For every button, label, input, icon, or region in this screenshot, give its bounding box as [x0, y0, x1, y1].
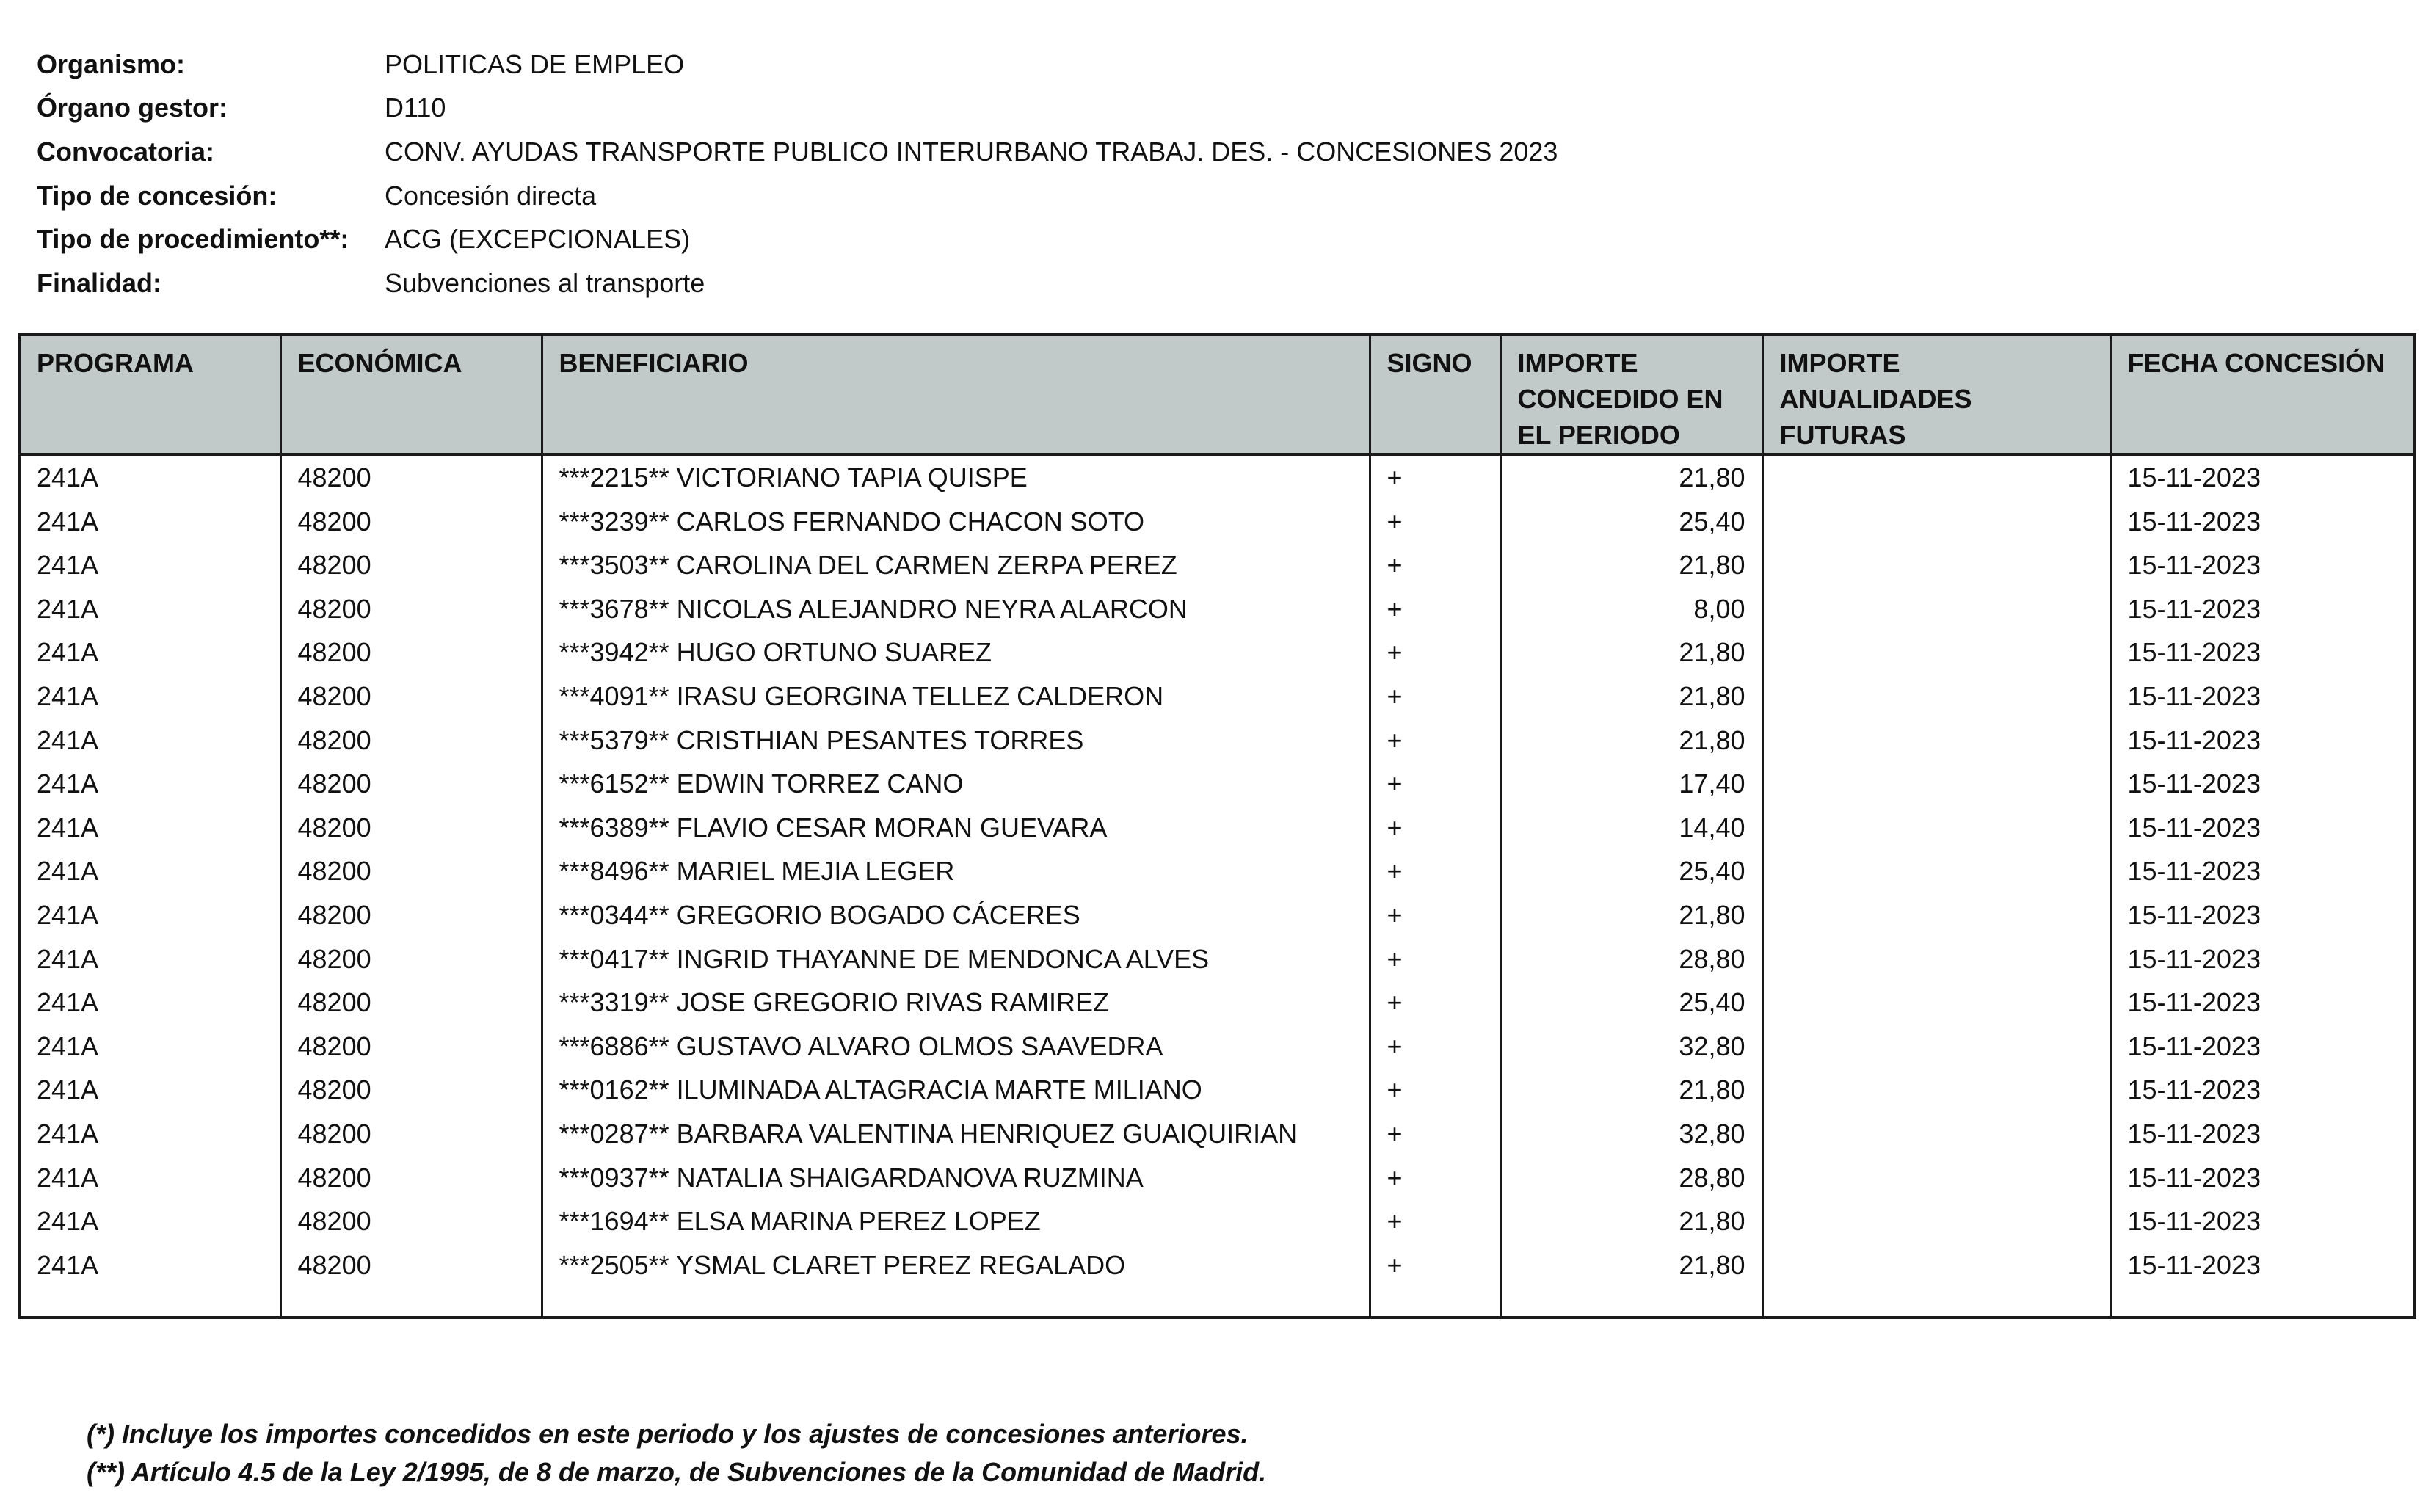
cell-economica: 48200	[280, 762, 542, 806]
cell-signo: +	[1370, 454, 1500, 500]
cell-beneficiario: ***3239** CARLOS FERNANDO CHACON SOTO	[542, 500, 1370, 544]
header-value: CONV. AYUDAS TRANSPORTE PUBLICO INTERURBANO TRABAJ. DES. - CONCESIONES 2023	[385, 136, 1558, 167]
table-row	[19, 937, 2415, 981]
cell-economica: 48200	[280, 893, 542, 937]
table-row	[19, 500, 2415, 544]
cell-fecha: 15-11-2023	[2110, 1243, 2415, 1287]
cell-economica: 48200	[280, 500, 542, 544]
cell-programa: 241A	[19, 587, 280, 631]
cell-programa: 241A	[19, 762, 280, 806]
cell-economica: 48200	[280, 719, 542, 763]
cell-fecha: 15-11-2023	[2110, 1112, 2415, 1156]
cell-fecha: 15-11-2023	[2110, 675, 2415, 719]
cell-importe: 21,80	[1500, 1243, 1762, 1287]
cell-signo: +	[1370, 981, 1500, 1025]
cell-economica: 48200	[280, 1243, 542, 1287]
header-value: POLITICAS DE EMPLEO	[385, 48, 685, 79]
header-row-tipo-concesion	[37, 174, 1798, 218]
table-row	[19, 675, 2415, 719]
cell-signo: +	[1370, 937, 1500, 981]
cell-anualidades-futuras	[1762, 1156, 2110, 1200]
cell-anualidades-futuras	[1762, 1199, 2110, 1243]
cell-fecha: 15-11-2023	[2110, 1199, 2415, 1243]
cell-signo: +	[1370, 500, 1500, 544]
cell-importe: 21,80	[1500, 543, 1762, 587]
cell-anualidades-futuras	[1762, 719, 2110, 763]
table-row	[19, 1199, 2415, 1243]
cell-fecha: 15-11-2023	[2110, 849, 2415, 893]
cell-programa: 241A	[19, 1112, 280, 1156]
table-row	[19, 1156, 2415, 1200]
cell-anualidades-futuras	[1762, 454, 2110, 500]
header-label: Tipo de concesión:	[37, 180, 277, 211]
cell-economica: 48200	[280, 1025, 542, 1069]
cell-signo: +	[1370, 630, 1500, 675]
empty-cell	[1762, 1287, 2110, 1317]
cell-economica: 48200	[280, 1068, 542, 1112]
header-label: Órgano gestor:	[37, 92, 228, 123]
table-row	[19, 1068, 2415, 1112]
cell-anualidades-futuras	[1762, 543, 2110, 587]
table-row	[19, 630, 2415, 675]
cell-economica: 48200	[280, 806, 542, 850]
cell-importe: 25,40	[1500, 849, 1762, 893]
table-row	[19, 1243, 2415, 1287]
column-header-anualidades-futuras: IMPORTE ANUALIDADES FUTURAS	[1762, 335, 2110, 454]
cell-fecha: 15-11-2023	[2110, 1156, 2415, 1200]
cell-fecha: 15-11-2023	[2110, 937, 2415, 981]
cell-signo: +	[1370, 849, 1500, 893]
cell-fecha: 15-11-2023	[2110, 500, 2415, 544]
concessions-table	[18, 333, 2416, 1319]
header-label: Organismo:	[37, 48, 186, 79]
empty-cell	[19, 1287, 280, 1317]
header-value: ACG (EXCEPCIONALES)	[385, 224, 691, 255]
cell-economica: 48200	[280, 937, 542, 981]
empty-cell	[2110, 1287, 2415, 1317]
cell-fecha: 15-11-2023	[2110, 1068, 2415, 1112]
cell-fecha: 15-11-2023	[2110, 543, 2415, 587]
column-header-importe: IMPORTE CONCEDIDO EN EL PERIODO	[1500, 335, 1762, 454]
cell-fecha: 15-11-2023	[2110, 719, 2415, 763]
cell-anualidades-futuras	[1762, 500, 2110, 544]
cell-beneficiario: ***0937** NATALIA SHAIGARDANOVA RUZMINA	[542, 1156, 1370, 1200]
cell-beneficiario: ***2505** YSMAL CLARET PEREZ REGALADO	[542, 1243, 1370, 1287]
cell-economica: 48200	[280, 1199, 542, 1243]
cell-programa: 241A	[19, 719, 280, 763]
cell-beneficiario: ***3942** HUGO ORTUNO SUAREZ	[542, 630, 1370, 675]
cell-anualidades-futuras	[1762, 1068, 2110, 1112]
table-row	[19, 849, 2415, 893]
table-body	[19, 454, 2415, 1317]
cell-anualidades-futuras	[1762, 937, 2110, 981]
cell-anualidades-futuras	[1762, 893, 2110, 937]
cell-beneficiario: ***6152** EDWIN TORREZ CANO	[542, 762, 1370, 806]
cell-fecha: 15-11-2023	[2110, 893, 2415, 937]
cell-beneficiario: ***5379** CRISTHIAN PESANTES TORRES	[542, 719, 1370, 763]
cell-importe: 25,40	[1500, 981, 1762, 1025]
cell-signo: +	[1370, 1199, 1500, 1243]
cell-programa: 241A	[19, 981, 280, 1025]
cell-beneficiario: ***6886** GUSTAVO ALVARO OLMOS SAAVEDRA	[542, 1025, 1370, 1069]
column-header-beneficiario: BENEFICIARIO	[542, 335, 1370, 454]
cell-signo: +	[1370, 587, 1500, 631]
table-row	[19, 806, 2415, 850]
cell-signo: +	[1370, 719, 1500, 763]
cell-programa: 241A	[19, 675, 280, 719]
cell-beneficiario: ***3678** NICOLAS ALEJANDRO NEYRA ALARCON	[542, 587, 1370, 631]
cell-signo: +	[1370, 543, 1500, 587]
cell-importe: 8,00	[1500, 587, 1762, 631]
table-row	[19, 719, 2415, 763]
cell-signo: +	[1370, 1025, 1500, 1069]
cell-fecha: 15-11-2023	[2110, 587, 2415, 631]
cell-fecha: 15-11-2023	[2110, 806, 2415, 850]
cell-beneficiario: ***6389** FLAVIO CESAR MORAN GUEVARA	[542, 806, 1370, 850]
cell-beneficiario: ***3503** CAROLINA DEL CARMEN ZERPA PEREZ	[542, 543, 1370, 587]
column-header-fecha-concesion: FECHA CONCESIÓN	[2110, 335, 2415, 454]
cell-programa: 241A	[19, 1068, 280, 1112]
cell-anualidades-futuras	[1762, 806, 2110, 850]
cell-programa: 241A	[19, 806, 280, 850]
cell-anualidades-futuras	[1762, 630, 2110, 675]
header-row-organo-gestor	[37, 87, 1798, 131]
cell-economica: 48200	[280, 675, 542, 719]
column-header-signo: SIGNO	[1370, 335, 1500, 454]
cell-anualidades-futuras	[1762, 849, 2110, 893]
cell-importe: 32,80	[1500, 1112, 1762, 1156]
cell-signo: +	[1370, 762, 1500, 806]
cell-anualidades-futuras	[1762, 1243, 2110, 1287]
cell-beneficiario: ***1694** ELSA MARINA PEREZ LOPEZ	[542, 1199, 1370, 1243]
cell-signo: +	[1370, 1068, 1500, 1112]
table-row	[19, 543, 2415, 587]
cell-programa: 241A	[19, 1025, 280, 1069]
cell-economica: 48200	[280, 454, 542, 500]
cell-economica: 48200	[280, 849, 542, 893]
cell-fecha: 15-11-2023	[2110, 454, 2415, 500]
footnote: (**) Artículo 4.5 de la Ley 2/1995, de 8 de marzo, de Subvenciones de la Comunidad de Madrid.	[87, 1457, 1267, 1487]
cell-anualidades-futuras	[1762, 1112, 2110, 1156]
cell-signo: +	[1370, 1112, 1500, 1156]
header-value: Concesión directa	[385, 180, 597, 211]
cell-programa: 241A	[19, 454, 280, 500]
header-label: Finalidad:	[37, 267, 161, 298]
empty-cell	[1370, 1287, 1500, 1317]
cell-beneficiario: ***8496** MARIEL MEJIA LEGER	[542, 849, 1370, 893]
footnotes	[87, 1415, 1266, 1491]
cell-importe: 28,80	[1500, 1156, 1762, 1200]
cell-programa: 241A	[19, 849, 280, 893]
cell-importe: 14,40	[1500, 806, 1762, 850]
table-header	[19, 335, 2415, 454]
header-row-finalidad	[37, 261, 1798, 305]
cell-signo: +	[1370, 1156, 1500, 1200]
table-filler-row	[19, 1287, 2415, 1317]
cell-importe: 21,80	[1500, 1068, 1762, 1112]
cell-programa: 241A	[19, 500, 280, 544]
cell-economica: 48200	[280, 981, 542, 1025]
table-row	[19, 762, 2415, 806]
cell-programa: 241A	[19, 893, 280, 937]
cell-economica: 48200	[280, 1112, 542, 1156]
cell-beneficiario: ***0417** INGRID THAYANNE DE MENDONCA ALVES	[542, 937, 1370, 981]
cell-fecha: 15-11-2023	[2110, 762, 2415, 806]
cell-programa: 241A	[19, 630, 280, 675]
cell-importe: 21,80	[1500, 719, 1762, 763]
cell-anualidades-futuras	[1762, 1025, 2110, 1069]
cell-programa: 241A	[19, 937, 280, 981]
cell-signo: +	[1370, 675, 1500, 719]
table-row	[19, 1112, 2415, 1156]
cell-importe: 32,80	[1500, 1025, 1762, 1069]
cell-programa: 241A	[19, 1199, 280, 1243]
column-header-economica: ECONÓMICA	[280, 335, 542, 454]
cell-economica: 48200	[280, 587, 542, 631]
table-row	[19, 893, 2415, 937]
cell-anualidades-futuras	[1762, 587, 2110, 631]
cell-anualidades-futuras	[1762, 981, 2110, 1025]
header-label: Tipo de procedimiento**:	[37, 224, 349, 255]
cell-importe: 21,80	[1500, 1199, 1762, 1243]
cell-fecha: 15-11-2023	[2110, 1025, 2415, 1069]
cell-programa: 241A	[19, 543, 280, 587]
footnote: (*) Incluye los importes concedidos en este periodo y los ajustes de concesiones anteriores.	[87, 1419, 1249, 1449]
cell-beneficiario: ***0162** ILUMINADA ALTAGRACIA MARTE MILIANO	[542, 1068, 1370, 1112]
cell-importe: 21,80	[1500, 675, 1762, 719]
cell-economica: 48200	[280, 1156, 542, 1200]
cell-fecha: 15-11-2023	[2110, 981, 2415, 1025]
cell-importe: 21,80	[1500, 893, 1762, 937]
cell-importe: 21,80	[1500, 454, 1762, 500]
empty-cell	[1500, 1287, 1762, 1317]
cell-anualidades-futuras	[1762, 675, 2110, 719]
header-row-tipo-procedimiento	[37, 217, 1798, 261]
header-label: Convocatoria:	[37, 136, 215, 167]
table-row	[19, 981, 2415, 1025]
cell-signo: +	[1370, 806, 1500, 850]
table-header-row	[19, 335, 2415, 454]
cell-programa: 241A	[19, 1243, 280, 1287]
cell-importe: 28,80	[1500, 937, 1762, 981]
cell-programa: 241A	[19, 1156, 280, 1200]
cell-anualidades-futuras	[1762, 762, 2110, 806]
header-row-convocatoria	[37, 130, 1798, 174]
document-header	[37, 43, 1798, 305]
empty-cell	[542, 1287, 1370, 1317]
header-row-organismo	[37, 43, 1798, 87]
cell-economica: 48200	[280, 543, 542, 587]
cell-importe: 25,40	[1500, 500, 1762, 544]
cell-signo: +	[1370, 1243, 1500, 1287]
header-value: D110	[385, 92, 446, 123]
cell-importe: 21,80	[1500, 630, 1762, 675]
table-row	[19, 454, 2415, 500]
header-value: Subvenciones al transporte	[385, 267, 705, 298]
table-row	[19, 1025, 2415, 1069]
cell-economica: 48200	[280, 630, 542, 675]
cell-importe: 17,40	[1500, 762, 1762, 806]
cell-beneficiario: ***0287** BARBARA VALENTINA HENRIQUEZ GUAIQUIRIAN	[542, 1112, 1370, 1156]
column-header-programa: PROGRAMA	[19, 335, 280, 454]
cell-beneficiario: ***0344** GREGORIO BOGADO CÁCERES	[542, 893, 1370, 937]
cell-beneficiario: ***3319** JOSE GREGORIO RIVAS RAMIREZ	[542, 981, 1370, 1025]
cell-fecha: 15-11-2023	[2110, 630, 2415, 675]
cell-signo: +	[1370, 893, 1500, 937]
cell-beneficiario: ***2215** VICTORIANO TAPIA QUISPE	[542, 454, 1370, 500]
cell-beneficiario: ***4091** IRASU GEORGINA TELLEZ CALDERON	[542, 675, 1370, 719]
empty-cell	[280, 1287, 542, 1317]
table-row	[19, 587, 2415, 631]
